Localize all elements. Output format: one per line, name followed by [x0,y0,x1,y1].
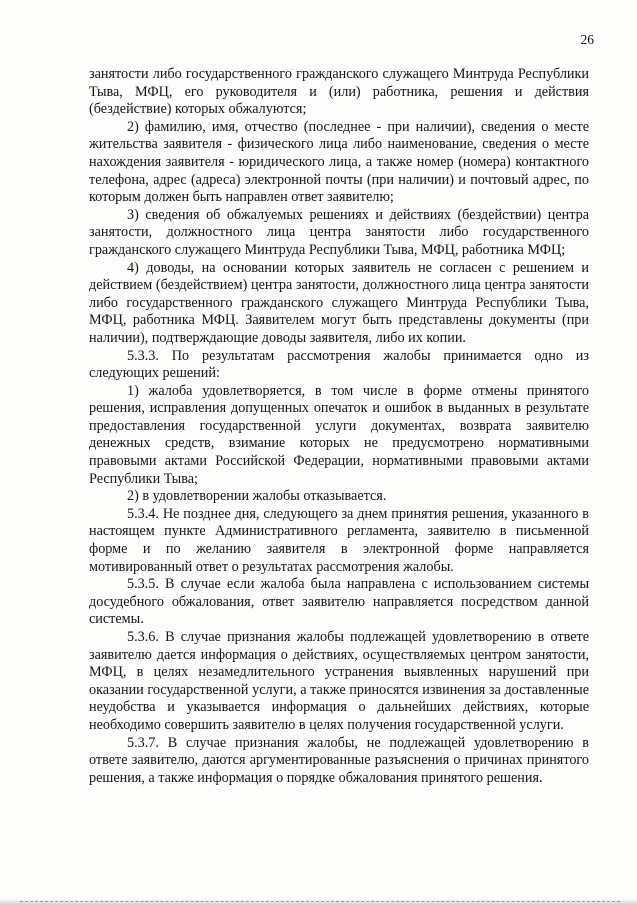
page-number: 26 [580,32,594,47]
paragraph-5-3-4: 5.3.4. Не позднее дня, следующего за днем принятия решения, указанного в настоящем пункте Административного регламента, заявителю в письменной форме и по желанию заявителя в электронной форме направляется мотивированный ответ о результатах рассмотрения жалобы. [89,505,589,575]
paragraph-decision-1: 1) жалоба удовлетворяется, в том числе в форме отмены принятого решения, исправления допущенных опечаток и ошибок в выданных в результате предоставления государственной услуги документах, возврата заявителю денежных средств, взимание которых не предусмотрено нормативными правовыми актами Российской Федерации, нормативными правовыми актами Республики Тыва; [89,382,589,487]
paragraph-5-3-7: 5.3.7. В случае признания жалобы, не подлежащей удовлетворению в ответе заявителю, даются аргументированные разъяснения о причинах принятого решения, а также информация о порядке обжалования принятого решения. [89,734,589,786]
paragraph-5-3-6: 5.3.6. В случае признания жалобы подлежащей удовлетворению в ответе заявителю дается информация о действиях, осуществляемых центром занятости, МФЦ, в целях незамедлительного устранения выявленных нарушений при оказании государственной услуги, а также приносятся извинения за доставленные неудобства и указывается информация о дальнейших действиях, которые необходимо совершить заявителю в целях получения государственной услуги. [89,629,589,733]
paragraph-decision-2: 2) в удовлетворении жалобы отказывается. [127,488,387,505]
paragraph-5-3-5: 5.3.5. В случае если жалоба была направлена с использованием системы досудебного обжалования, ответ заявителю направляется посредством данной системы. [89,576,589,628]
paragraph-continuation: занятости либо государственного гражданского служащего Минтруда Республики Тыва, МФЦ, его руководителя и (или) работника, решения и действия (бездействие) которых обжалуются; [89,66,589,118]
paragraph-item-4: 4) доводы, на основании которых заявитель не согласен с решением и действием (бездействием) центра занятости, должностного лица центра занятости либо государственного гражданского служащего Минтруда Республики Тыва, МФЦ, работника МФЦ. Заявителем могут быть представлены документы (при наличии), подтверждающие доводы заявителя, либо их копии. [89,259,589,346]
document-body [89,66,589,787]
paragraph-item-2: 2) фамилию, имя, отчество (последнее - при наличии), сведения о месте жительства заявителя - физического лица либо наименование, сведения о месте нахождения заявителя - юридического лица, а также номер (номера) контактного телефона, адрес (адреса) электронной почты (при наличии) и почтовый адрес, по которым должен быть направлен ответ заявителю; [89,118,589,206]
paragraph-item-3: 3) сведения об обжалуемых решениях и действиях (бездействии) центра занятости, должностного лица центра занятости либо государственного гражданского служащего Минтруда Республики Тыва, МФЦ, работника МФЦ; [89,206,589,258]
paragraph-5-3-3: 5.3.3. По результатам рассмотрения жалобы принимается одно из следующих решений: [89,347,589,382]
scan-artifact-line [20,899,620,902]
